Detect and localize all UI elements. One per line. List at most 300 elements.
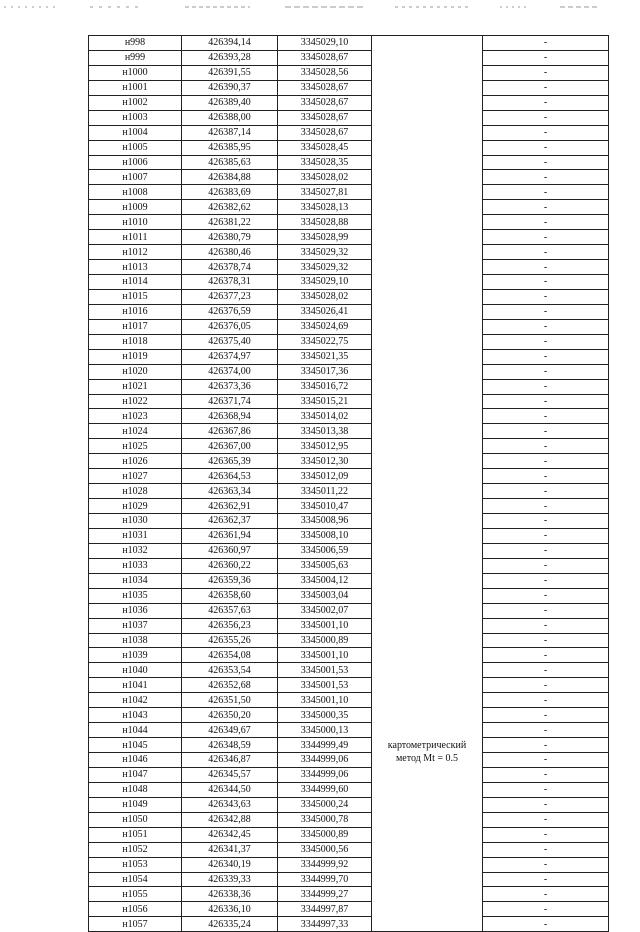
y-coordinate-cell: 3345014,02 [278, 409, 372, 424]
y-coordinate-cell: 3345012,09 [278, 469, 372, 484]
point-id-cell: н1052 [89, 842, 182, 857]
table-row [89, 125, 609, 140]
x-coordinate-cell: 426363,34 [182, 484, 278, 499]
y-coordinate-cell: 3344997,87 [278, 902, 372, 917]
dash-cell: - [483, 738, 609, 753]
point-id-cell: н1001 [89, 80, 182, 95]
table-row [89, 364, 609, 379]
table-row [89, 648, 609, 663]
point-id-cell: н1030 [89, 514, 182, 529]
y-coordinate-cell: 3345000,56 [278, 842, 372, 857]
x-coordinate-cell: 426382,62 [182, 200, 278, 215]
point-id-cell: н1050 [89, 812, 182, 827]
point-id-cell: н1053 [89, 857, 182, 872]
point-id-cell: н1012 [89, 245, 182, 260]
dash-cell: - [483, 543, 609, 558]
table-row [89, 812, 609, 827]
point-id-cell: н1016 [89, 304, 182, 319]
y-coordinate-cell: 3345029,10 [278, 275, 372, 290]
point-id-cell: н1036 [89, 603, 182, 618]
x-coordinate-cell: 426385,63 [182, 155, 278, 170]
table-row [89, 797, 609, 812]
dash-cell: - [483, 499, 609, 514]
table-row [89, 185, 609, 200]
y-coordinate-cell: 3345029,10 [278, 36, 372, 51]
y-coordinate-cell: 3345006,59 [278, 543, 372, 558]
point-id-cell: н1042 [89, 693, 182, 708]
y-coordinate-cell: 3345012,95 [278, 439, 372, 454]
table-row [89, 484, 609, 499]
x-coordinate-cell: 426378,31 [182, 275, 278, 290]
x-coordinate-cell: 426339,33 [182, 872, 278, 887]
y-coordinate-cell: 3345008,10 [278, 528, 372, 543]
dash-cell: - [483, 827, 609, 842]
table-row [89, 95, 609, 110]
point-id-cell: н1025 [89, 439, 182, 454]
point-id-cell: н1005 [89, 140, 182, 155]
x-coordinate-cell: 426375,40 [182, 334, 278, 349]
y-coordinate-cell: 3345017,36 [278, 364, 372, 379]
x-coordinate-cell: 426342,45 [182, 827, 278, 842]
x-coordinate-cell: 426356,23 [182, 618, 278, 633]
dash-cell: - [483, 230, 609, 245]
x-coordinate-cell: 426352,68 [182, 678, 278, 693]
x-coordinate-cell: 426387,14 [182, 125, 278, 140]
x-coordinate-cell: 426346,87 [182, 753, 278, 768]
dash-cell: - [483, 140, 609, 155]
table-row [89, 424, 609, 439]
table-row [89, 827, 609, 842]
point-id-cell: н1015 [89, 289, 182, 304]
x-coordinate-cell: 426391,55 [182, 65, 278, 80]
x-coordinate-cell: 426374,97 [182, 349, 278, 364]
point-id-cell: н1033 [89, 558, 182, 573]
y-coordinate-cell: 3345003,04 [278, 588, 372, 603]
y-coordinate-cell: 3345001,10 [278, 618, 372, 633]
point-id-cell: н1003 [89, 110, 182, 125]
dash-cell: - [483, 394, 609, 409]
method-text: метод Mt = 0.5 [395, 753, 459, 765]
y-coordinate-cell: 3345028,67 [278, 95, 372, 110]
x-coordinate-cell: 426378,74 [182, 260, 278, 275]
y-coordinate-cell: 3345000,89 [278, 827, 372, 842]
y-coordinate-cell: 3345010,47 [278, 499, 372, 514]
y-coordinate-cell: 3345013,38 [278, 424, 372, 439]
y-coordinate-cell: 3345000,35 [278, 708, 372, 723]
x-coordinate-cell: 426371,74 [182, 394, 278, 409]
point-id-cell: н1055 [89, 887, 182, 902]
point-id-cell: н1049 [89, 797, 182, 812]
dash-cell: - [483, 289, 609, 304]
table-row [89, 110, 609, 125]
table-row [89, 50, 609, 65]
table-row [89, 723, 609, 738]
dash-cell: - [483, 334, 609, 349]
dash-cell: - [483, 558, 609, 573]
table-row [89, 588, 609, 603]
coordinates-table-body [89, 36, 609, 932]
point-id-cell: н1048 [89, 782, 182, 797]
y-coordinate-cell: 3345008,96 [278, 514, 372, 529]
y-coordinate-cell: 3345001,10 [278, 693, 372, 708]
table-row [89, 260, 609, 275]
point-id-cell: н998 [89, 36, 182, 51]
point-id-cell: н1018 [89, 334, 182, 349]
x-coordinate-cell: 426348,59 [182, 738, 278, 753]
y-coordinate-cell: 3345015,21 [278, 394, 372, 409]
table-row [89, 767, 609, 782]
dash-cell: - [483, 648, 609, 663]
table-row [89, 558, 609, 573]
point-id-cell: н1009 [89, 200, 182, 215]
table-row [89, 618, 609, 633]
point-id-cell: н1011 [89, 230, 182, 245]
dash-cell: - [483, 110, 609, 125]
dash-cell: - [483, 245, 609, 260]
x-coordinate-cell: 426349,67 [182, 723, 278, 738]
dash-cell: - [483, 693, 609, 708]
x-coordinate-cell: 426377,23 [182, 289, 278, 304]
y-coordinate-cell: 3345028,99 [278, 230, 372, 245]
dash-cell: - [483, 603, 609, 618]
point-id-cell: н1008 [89, 185, 182, 200]
y-coordinate-cell: 3345028,67 [278, 50, 372, 65]
table-row [89, 663, 609, 678]
dash-cell: - [483, 573, 609, 588]
y-coordinate-cell: 3344999,06 [278, 767, 372, 782]
table-row [89, 782, 609, 797]
table-row [89, 543, 609, 558]
table-row [89, 693, 609, 708]
dash-cell: - [483, 215, 609, 230]
method-cell [372, 573, 483, 932]
y-coordinate-cell: 3345005,63 [278, 558, 372, 573]
coordinates-table [88, 35, 609, 932]
point-id-cell: н1051 [89, 827, 182, 842]
dash-cell: - [483, 618, 609, 633]
dash-cell: - [483, 349, 609, 364]
dash-cell: - [483, 65, 609, 80]
x-coordinate-cell: 426336,10 [182, 902, 278, 917]
y-coordinate-cell: 3344999,49 [278, 738, 372, 753]
dash-cell: - [483, 917, 609, 932]
x-coordinate-cell: 426362,91 [182, 499, 278, 514]
y-coordinate-cell: 3345021,35 [278, 349, 372, 364]
x-coordinate-cell: 426342,88 [182, 812, 278, 827]
dash-cell: - [483, 842, 609, 857]
x-coordinate-cell: 426368,94 [182, 409, 278, 424]
y-coordinate-cell: 3345002,07 [278, 603, 372, 618]
dash-cell: - [483, 633, 609, 648]
dash-cell: - [483, 469, 609, 484]
point-id-cell: н1056 [89, 902, 182, 917]
dash-cell: - [483, 80, 609, 95]
x-coordinate-cell: 426341,37 [182, 842, 278, 857]
point-id-cell: н1000 [89, 65, 182, 80]
table-row [89, 349, 609, 364]
method-cell-empty [372, 36, 483, 574]
table-row [89, 245, 609, 260]
dash-cell: - [483, 275, 609, 290]
dash-cell: - [483, 753, 609, 768]
x-coordinate-cell: 426390,37 [182, 80, 278, 95]
point-id-cell: н1002 [89, 95, 182, 110]
table-row [89, 319, 609, 334]
x-coordinate-cell: 426360,22 [182, 558, 278, 573]
x-coordinate-cell: 426343,63 [182, 797, 278, 812]
dash-cell: - [483, 797, 609, 812]
point-id-cell: н1039 [89, 648, 182, 663]
x-coordinate-cell: 426373,36 [182, 379, 278, 394]
dash-cell: - [483, 260, 609, 275]
dash-cell: - [483, 424, 609, 439]
point-id-cell: н1029 [89, 499, 182, 514]
x-coordinate-cell: 426389,40 [182, 95, 278, 110]
dash-cell: - [483, 409, 609, 424]
x-coordinate-cell: 426361,94 [182, 528, 278, 543]
dash-cell: - [483, 767, 609, 782]
y-coordinate-cell: 3345000,89 [278, 633, 372, 648]
dash-cell: - [483, 887, 609, 902]
y-coordinate-cell: 3345028,67 [278, 110, 372, 125]
dash-cell: - [483, 304, 609, 319]
y-coordinate-cell: 3345029,32 [278, 245, 372, 260]
table-row [89, 753, 609, 768]
method-text: картометрический [387, 740, 467, 752]
y-coordinate-cell: 3345012,30 [278, 454, 372, 469]
x-coordinate-cell: 426353,54 [182, 663, 278, 678]
point-id-cell: н1024 [89, 424, 182, 439]
scan-noise-header [0, 0, 640, 14]
y-coordinate-cell: 3345028,88 [278, 215, 372, 230]
x-coordinate-cell: 426360,97 [182, 543, 278, 558]
dash-cell: - [483, 125, 609, 140]
y-coordinate-cell: 3345028,67 [278, 80, 372, 95]
table-row [89, 857, 609, 872]
point-id-cell: н1007 [89, 170, 182, 185]
x-coordinate-cell: 426374,00 [182, 364, 278, 379]
x-coordinate-cell: 426351,50 [182, 693, 278, 708]
x-coordinate-cell: 426367,00 [182, 439, 278, 454]
y-coordinate-cell: 3344999,60 [278, 782, 372, 797]
dash-cell: - [483, 319, 609, 334]
x-coordinate-cell: 426383,69 [182, 185, 278, 200]
y-coordinate-cell: 3345028,67 [278, 125, 372, 140]
point-id-cell: н1044 [89, 723, 182, 738]
y-coordinate-cell: 3345026,41 [278, 304, 372, 319]
point-id-cell: н1006 [89, 155, 182, 170]
point-id-cell: н1040 [89, 663, 182, 678]
y-coordinate-cell: 3345011,22 [278, 484, 372, 499]
y-coordinate-cell: 3345016,72 [278, 379, 372, 394]
table-row [89, 872, 609, 887]
x-coordinate-cell: 426357,63 [182, 603, 278, 618]
point-id-cell: н1013 [89, 260, 182, 275]
table-row [89, 230, 609, 245]
table-row [89, 902, 609, 917]
table-row [89, 633, 609, 648]
point-id-cell: н1020 [89, 364, 182, 379]
table-row [89, 603, 609, 618]
point-id-cell: н1038 [89, 633, 182, 648]
point-id-cell: н1045 [89, 738, 182, 753]
table-row [89, 917, 609, 932]
point-id-cell: н1035 [89, 588, 182, 603]
table-row [89, 170, 609, 185]
table-row [89, 36, 609, 51]
y-coordinate-cell: 3345028,56 [278, 65, 372, 80]
x-coordinate-cell: 426362,37 [182, 514, 278, 529]
point-id-cell: н1010 [89, 215, 182, 230]
table-row [89, 842, 609, 857]
x-coordinate-cell: 426365,39 [182, 454, 278, 469]
dash-cell: - [483, 812, 609, 827]
y-coordinate-cell: 3345027,81 [278, 185, 372, 200]
dash-cell: - [483, 663, 609, 678]
dash-cell: - [483, 454, 609, 469]
x-coordinate-cell: 426350,20 [182, 708, 278, 723]
dash-cell: - [483, 36, 609, 51]
table-row [89, 409, 609, 424]
x-coordinate-cell: 426376,05 [182, 319, 278, 334]
point-id-cell: н1023 [89, 409, 182, 424]
x-coordinate-cell: 426384,88 [182, 170, 278, 185]
x-coordinate-cell: 426393,28 [182, 50, 278, 65]
table-row [89, 394, 609, 409]
table-row [89, 215, 609, 230]
point-id-cell: н1027 [89, 469, 182, 484]
table-row [89, 887, 609, 902]
y-coordinate-cell: 3344999,70 [278, 872, 372, 887]
point-id-cell: н1034 [89, 573, 182, 588]
dash-cell: - [483, 200, 609, 215]
y-coordinate-cell: 3345029,32 [278, 260, 372, 275]
y-coordinate-cell: 3345000,13 [278, 723, 372, 738]
point-id-cell: н1054 [89, 872, 182, 887]
x-coordinate-cell: 426344,50 [182, 782, 278, 797]
x-coordinate-cell: 426394,14 [182, 36, 278, 51]
table-row [89, 439, 609, 454]
point-id-cell: н1028 [89, 484, 182, 499]
table-row [89, 499, 609, 514]
point-id-cell: н1032 [89, 543, 182, 558]
table-row [89, 65, 609, 80]
dash-cell: - [483, 185, 609, 200]
table-row [89, 469, 609, 484]
dash-cell: - [483, 678, 609, 693]
x-coordinate-cell: 426335,24 [182, 917, 278, 932]
point-id-cell: н1041 [89, 678, 182, 693]
x-coordinate-cell: 426340,19 [182, 857, 278, 872]
dash-cell: - [483, 902, 609, 917]
table-row [89, 528, 609, 543]
point-id-cell: н999 [89, 50, 182, 65]
dash-cell: - [483, 379, 609, 394]
dash-cell: - [483, 708, 609, 723]
table-row [89, 334, 609, 349]
y-coordinate-cell: 3345000,78 [278, 812, 372, 827]
x-coordinate-cell: 426345,57 [182, 767, 278, 782]
point-id-cell: н1021 [89, 379, 182, 394]
table-row [89, 275, 609, 290]
table-row [89, 200, 609, 215]
x-coordinate-cell: 426355,26 [182, 633, 278, 648]
table-row [89, 573, 609, 588]
x-coordinate-cell: 426388,00 [182, 110, 278, 125]
y-coordinate-cell: 3345001,53 [278, 663, 372, 678]
point-id-cell: н1019 [89, 349, 182, 364]
dash-cell: - [483, 95, 609, 110]
table-row [89, 738, 609, 753]
point-id-cell: н1057 [89, 917, 182, 932]
point-id-cell: н1043 [89, 708, 182, 723]
y-coordinate-cell: 3345000,24 [278, 797, 372, 812]
y-coordinate-cell: 3345022,75 [278, 334, 372, 349]
point-id-cell: н1046 [89, 753, 182, 768]
y-coordinate-cell: 3345028,13 [278, 200, 372, 215]
table-row [89, 155, 609, 170]
point-id-cell: н1004 [89, 125, 182, 140]
table-row [89, 678, 609, 693]
dash-cell: - [483, 50, 609, 65]
dash-cell: - [483, 528, 609, 543]
table-row [89, 379, 609, 394]
x-coordinate-cell: 426364,53 [182, 469, 278, 484]
point-id-cell: н1014 [89, 275, 182, 290]
dash-cell: - [483, 155, 609, 170]
y-coordinate-cell: 3344997,33 [278, 917, 372, 932]
dash-cell: - [483, 170, 609, 185]
dash-cell: - [483, 872, 609, 887]
x-coordinate-cell: 426381,22 [182, 215, 278, 230]
y-coordinate-cell: 3345028,02 [278, 289, 372, 304]
x-coordinate-cell: 426338,36 [182, 887, 278, 902]
table-row [89, 289, 609, 304]
x-coordinate-cell: 426385,95 [182, 140, 278, 155]
dash-cell: - [483, 364, 609, 379]
dash-cell: - [483, 782, 609, 797]
y-coordinate-cell: 3345001,10 [278, 648, 372, 663]
x-coordinate-cell: 426376,59 [182, 304, 278, 319]
y-coordinate-cell: 3345004,12 [278, 573, 372, 588]
point-id-cell: н1047 [89, 767, 182, 782]
y-coordinate-cell: 3344999,06 [278, 753, 372, 768]
dash-cell: - [483, 514, 609, 529]
x-coordinate-cell: 426380,79 [182, 230, 278, 245]
table-row [89, 304, 609, 319]
x-coordinate-cell: 426367,86 [182, 424, 278, 439]
table-row [89, 454, 609, 469]
x-coordinate-cell: 426359,36 [182, 573, 278, 588]
y-coordinate-cell: 3345028,35 [278, 155, 372, 170]
table-row [89, 708, 609, 723]
table-row [89, 80, 609, 95]
y-coordinate-cell: 3344999,92 [278, 857, 372, 872]
y-coordinate-cell: 3344999,27 [278, 887, 372, 902]
point-id-cell: н1026 [89, 454, 182, 469]
y-coordinate-cell: 3345024,69 [278, 319, 372, 334]
x-coordinate-cell: 426358,60 [182, 588, 278, 603]
point-id-cell: н1017 [89, 319, 182, 334]
point-id-cell: н1031 [89, 528, 182, 543]
point-id-cell: н1037 [89, 618, 182, 633]
dash-cell: - [483, 439, 609, 454]
x-coordinate-cell: 426380,46 [182, 245, 278, 260]
dash-cell: - [483, 857, 609, 872]
table-row [89, 140, 609, 155]
y-coordinate-cell: 3345028,02 [278, 170, 372, 185]
y-coordinate-cell: 3345028,45 [278, 140, 372, 155]
